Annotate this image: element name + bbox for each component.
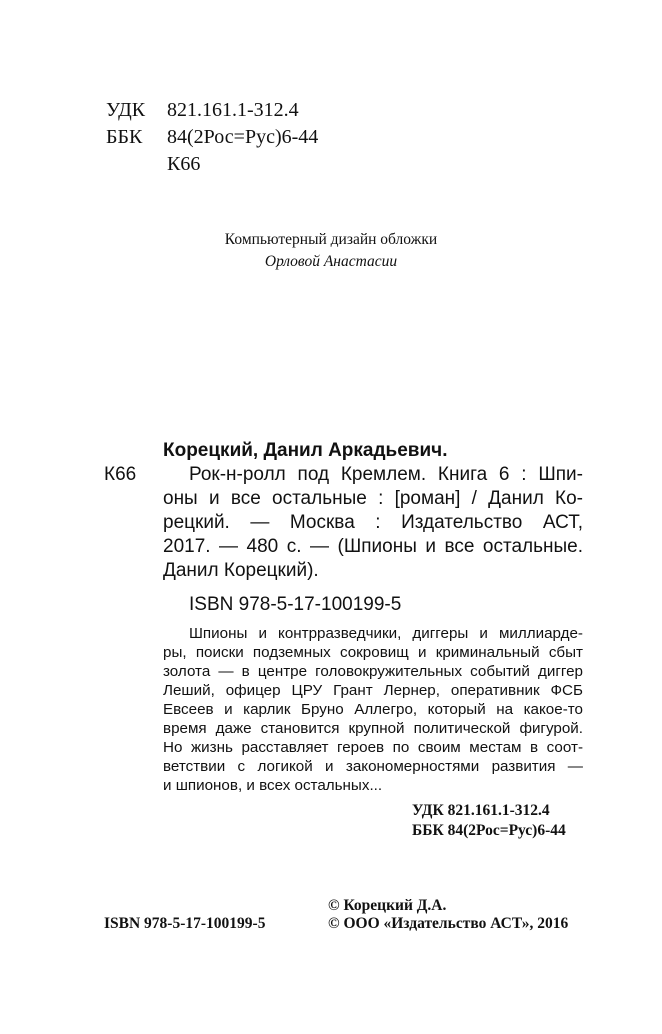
annotation-line: ры, поиски подземных сокровищ и криминальный сбыт bbox=[163, 644, 583, 661]
catalog-line: 2017. — 480 с. — (Шпионы и все остальные. bbox=[163, 536, 583, 557]
catalog-line: Данил Корецкий). bbox=[163, 560, 319, 581]
author-mark-value: К66 bbox=[167, 153, 201, 175]
annotation-line: время даже становится крупной политической фигурой. bbox=[163, 720, 583, 737]
udk-key: УДК bbox=[106, 99, 146, 121]
catalog-line: Рок-н-ролл под Кремлем. Книга 6 : Шпи- bbox=[189, 464, 583, 485]
udk-row bbox=[106, 96, 366, 124]
footer-isbn: ISBN 978-5-17-100199-5 bbox=[104, 915, 266, 932]
catalog-line: рецкий. — Москва : Издательство АСТ, bbox=[163, 512, 583, 533]
catalog-author: Корецкий, Данил Аркадьевич. bbox=[163, 440, 448, 461]
annotation-line: ветствии с логикой и закономерностями развития — bbox=[163, 758, 583, 775]
annotation-line: Но жизнь расставляет героев по своим местам в соот- bbox=[163, 739, 583, 756]
bbk-key: ББК bbox=[106, 126, 143, 148]
bbk-row bbox=[106, 123, 366, 151]
catalog-code: К66 bbox=[104, 464, 137, 485]
annotation-line: Евсеев и карлик Бруно Аллегро, который на какое-то bbox=[163, 701, 583, 718]
udk-bottom: УДК 821.161.1-312.4 bbox=[412, 802, 550, 819]
cover-designer-name: Орловой Анастасии bbox=[264, 253, 398, 270]
udk-value: 821.161.1-312.4 bbox=[167, 99, 299, 121]
cover-design-label: Компьютерный дизайн обложки bbox=[224, 231, 438, 248]
author-mark-row bbox=[106, 150, 366, 178]
annotation-line: Леший, офицер ЦРУ Грант Лернер, оперативник ФСБ bbox=[163, 682, 583, 699]
copyright-publisher: © ООО «Издательство АСТ», 2016 bbox=[328, 915, 569, 932]
catalog-isbn: ISBN 978-5-17-100199-5 bbox=[189, 594, 402, 615]
bbk-value: 84(2Рос=Рус)6-44 bbox=[167, 126, 319, 148]
classification-block bbox=[106, 96, 366, 186]
bbk-bottom: ББК 84(2Рос=Рус)6-44 bbox=[412, 822, 566, 839]
annotation-line: Шпионы и контрразведчики, диггеры и миллиарде- bbox=[189, 625, 583, 642]
copyright-author: © Корецкий Д.А. bbox=[328, 897, 447, 914]
catalog-line: оны и все остальные : [роман] / Данил Ко- bbox=[163, 488, 583, 509]
annotation-line: золота — в центре головокружительных событий диггер bbox=[163, 663, 583, 680]
annotation-line: и шпионов, и всех остальных... bbox=[163, 777, 383, 794]
